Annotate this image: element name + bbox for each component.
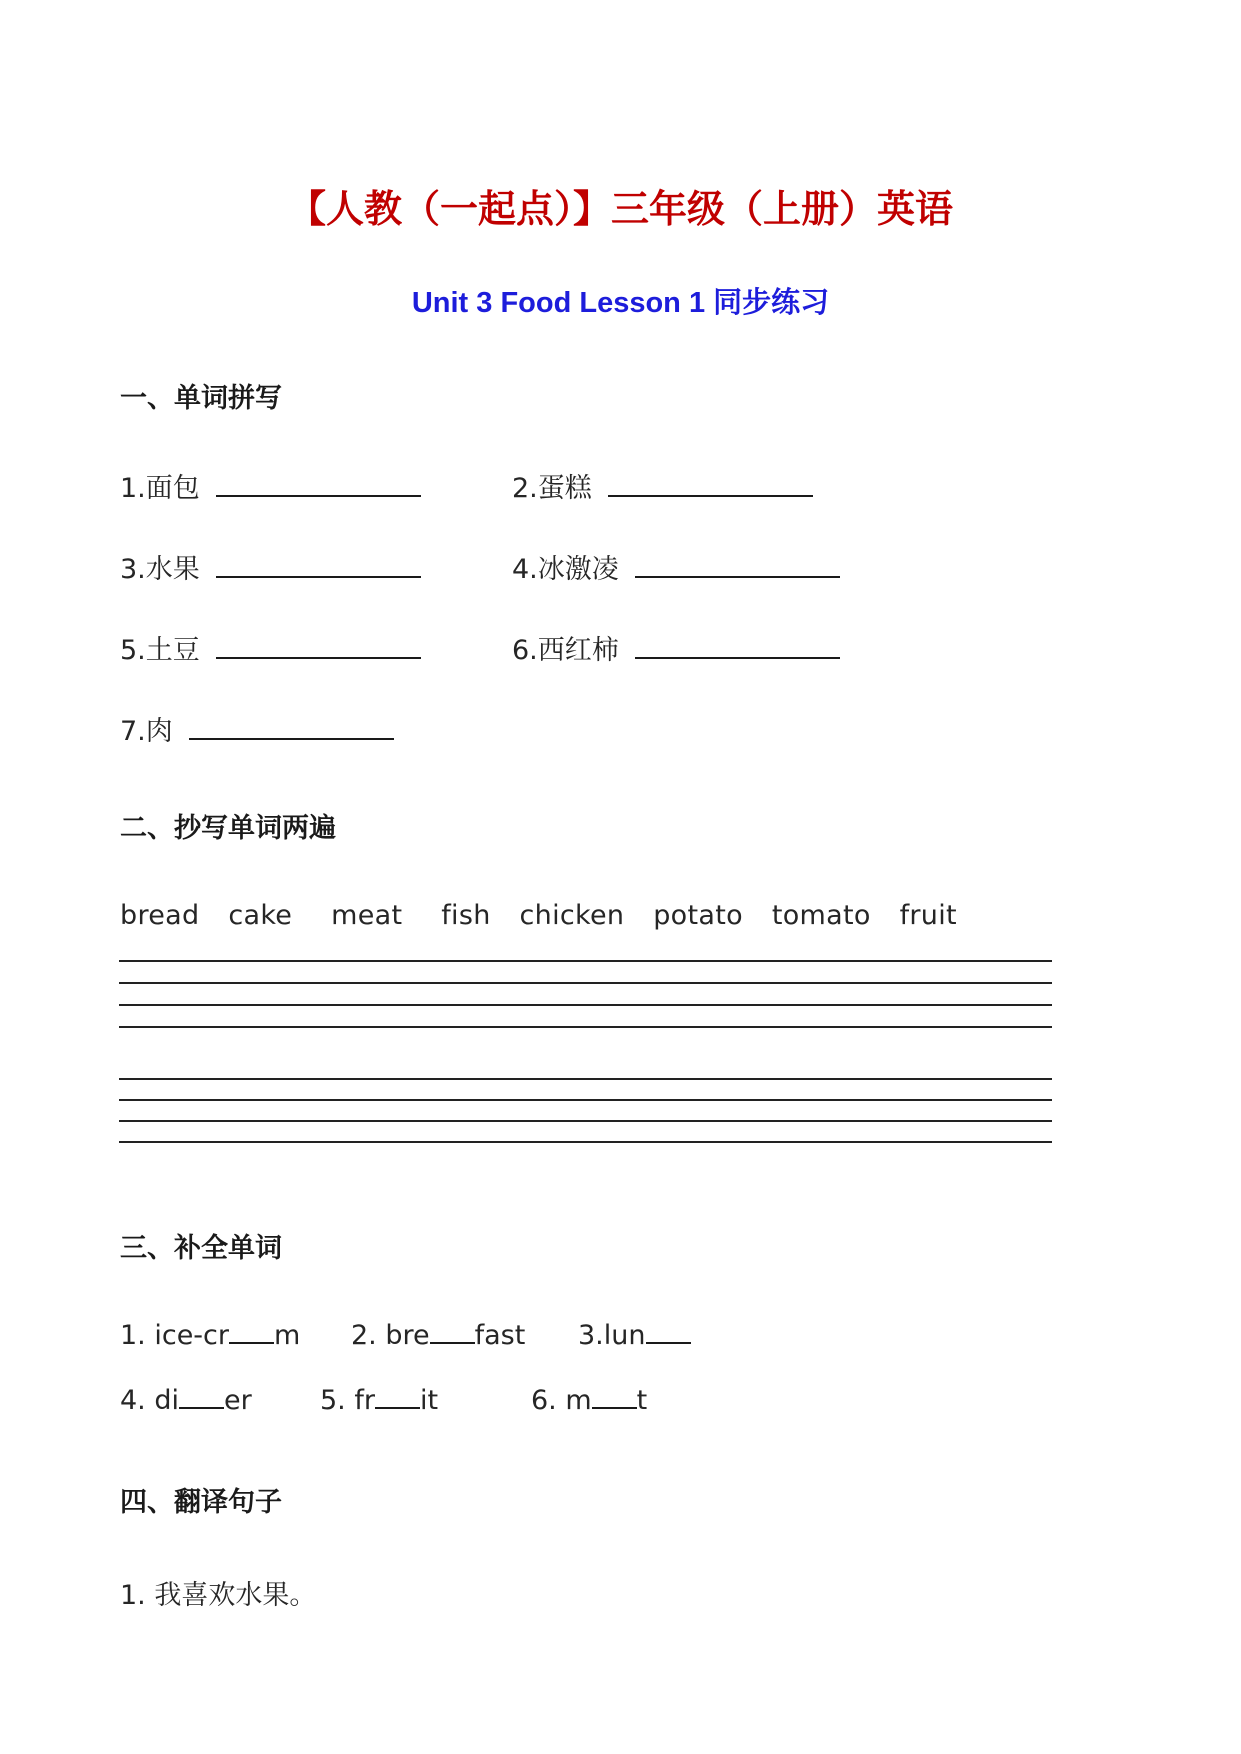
word-end: er — [223, 1385, 252, 1416]
writing-line[interactable] — [119, 982, 1052, 984]
word-end: it — [419, 1385, 439, 1416]
complete-item — [320, 1385, 438, 1416]
spelling-item — [120, 628, 421, 667]
spelling-item — [512, 466, 813, 505]
spelling-item — [120, 547, 421, 586]
spelling-prompt: 3.水果 — [120, 554, 200, 585]
word-list — [120, 900, 977, 931]
spelling-prompt: 1.面包 — [120, 473, 200, 504]
spelling-prompt: 6.西红柿 — [512, 635, 619, 666]
page-subtitle: Unit 3 Food Lesson 1 同步练习 — [411, 287, 830, 319]
spelling-item — [120, 709, 394, 748]
word-end: t — [636, 1385, 648, 1416]
word-end: fast — [474, 1320, 526, 1351]
letter-gap[interactable] — [229, 1320, 274, 1344]
word-start: 4. di — [120, 1385, 179, 1416]
spelling-prompt: 5.土豆 — [120, 635, 200, 666]
answer-blank[interactable] — [189, 712, 394, 740]
complete-item — [578, 1320, 691, 1351]
complete-item — [531, 1385, 647, 1416]
word: meat — [331, 900, 403, 931]
section-heading-complete: 三、补全单词 — [120, 1233, 282, 1264]
spelling-item — [512, 547, 840, 586]
answer-blank[interactable] — [635, 550, 840, 578]
word-start: 5. fr — [320, 1385, 375, 1416]
answer-blank[interactable] — [216, 469, 421, 497]
letter-gap[interactable] — [179, 1385, 224, 1409]
answer-blank[interactable] — [635, 631, 840, 659]
letter-gap[interactable] — [592, 1385, 637, 1409]
answer-blank[interactable] — [216, 550, 421, 578]
writing-line[interactable] — [119, 1026, 1052, 1028]
writing-line[interactable] — [119, 960, 1052, 962]
word: fruit — [899, 900, 957, 931]
letter-gap[interactable] — [375, 1385, 420, 1409]
spelling-prompt: 2.蛋糕 — [512, 473, 592, 504]
word-end: m — [274, 1320, 301, 1351]
spelling-item — [512, 628, 840, 667]
section-heading-spelling: 一、单词拼写 — [120, 383, 282, 414]
word: cake — [228, 900, 293, 931]
complete-item — [351, 1320, 525, 1351]
writing-line[interactable] — [119, 1004, 1052, 1006]
word-start: 6. m — [531, 1385, 592, 1416]
writing-line[interactable] — [119, 1141, 1052, 1143]
word-start: 3.lun — [578, 1320, 646, 1351]
word: potato — [653, 900, 743, 931]
translate-item: 1. 我喜欢水果。 — [120, 1580, 317, 1611]
writing-line[interactable] — [119, 1078, 1052, 1080]
letter-gap[interactable] — [430, 1320, 475, 1344]
section-heading-translate: 四、翻译句子 — [120, 1487, 282, 1518]
complete-item — [120, 1385, 252, 1416]
word: bread — [120, 900, 200, 931]
complete-item — [120, 1320, 300, 1351]
spelling-prompt: 7.肉 — [120, 716, 173, 747]
letter-gap[interactable] — [646, 1320, 691, 1344]
answer-blank[interactable] — [216, 631, 421, 659]
writing-line[interactable] — [119, 1120, 1052, 1122]
section-heading-copy: 二、抄写单词两遍 — [120, 813, 336, 844]
word-start: 2. bre — [351, 1320, 430, 1351]
word: tomato — [771, 900, 871, 931]
writing-line[interactable] — [119, 1099, 1052, 1101]
word-start: 1. ice-cr — [120, 1320, 229, 1351]
word: chicken — [519, 900, 625, 931]
spelling-item — [120, 466, 421, 505]
spelling-prompt: 4.冰激凌 — [512, 554, 619, 585]
answer-blank[interactable] — [608, 469, 813, 497]
page-title: 【人教（一起点）】三年级（上册）英语 — [287, 187, 953, 231]
word: fish — [441, 900, 491, 931]
